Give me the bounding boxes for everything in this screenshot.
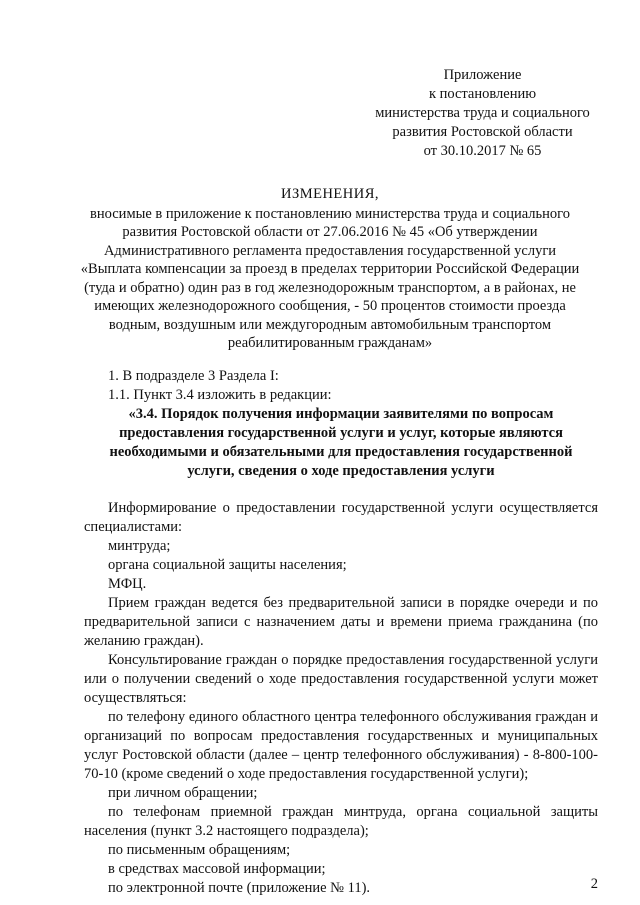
paragraph-phone-reception: по телефонам приемной граждан минтруда, органа социальной защиты населения (пункт 3.2 настоящего подраздела);: [84, 804, 598, 839]
appendix-line: от 30.10.2017 № 65: [423, 143, 542, 159]
title-line: имеющих железнодорожного сообщения, - 50 процентов стоимости проезда: [94, 298, 566, 314]
list-item: по электронной почте (приложение № 11).: [108, 880, 371, 896]
list-item: органа социальной защиты населения;: [108, 557, 347, 573]
document-heading: ИЗМЕНЕНИЯ,: [280, 186, 380, 202]
title-line: реабилитированным гражданам»: [227, 335, 433, 351]
paragraph-reception: Прием граждан ведется без предварительной записи в порядке очереди и по предварительной записи с назначением даты и времени приема гражданина (по желанию граждан).: [84, 595, 598, 649]
paragraph-informing: Информирование о предоставлении государственной услуги осуществляется специалистами:: [84, 500, 598, 535]
paragraph-consulting: Консультирование граждан о порядке предоставления государственной услуги или о получении сведений о ходе предоставления государственной услуги может осуществляться:: [84, 652, 598, 706]
list-item: минтруда;: [108, 538, 171, 554]
appendix-line: министерства труда и социального: [375, 105, 590, 121]
section-heading-line: предоставления государственной услуги и услуг, которые являются: [119, 425, 563, 441]
item-1: 1. В подразделе 3 Раздела I:: [108, 368, 279, 384]
section-heading-line: услуги, сведения о ходе предоставления услуги: [187, 463, 495, 479]
title-block: [62, 185, 598, 353]
title-line: вносимые в приложение к постановлению министерства труда и социального: [90, 205, 570, 222]
title-line: Административного регламента предоставления государственной услуги: [103, 242, 557, 259]
title-line: развития Ростовской области от 27.06.2016 № 45 «Об утверждении: [122, 224, 538, 240]
section-heading-line: необходимыми и обязательными для предоставления государственной: [109, 444, 573, 460]
item-1-1: 1.1. Пункт 3.4 изложить в редакции:: [108, 387, 332, 403]
appendix-line: Приложение: [443, 67, 522, 83]
title-line: водным, воздушным или междугородным автомобильным транспортом: [108, 316, 552, 333]
appendix-line: развития Ростовской области: [392, 124, 573, 140]
title-line: (туда и обратно) один раз в год железнодорожным транспортом, а в районах, не: [84, 279, 576, 296]
page-number: 2: [590, 876, 598, 892]
appendix-block: [355, 66, 610, 161]
section-heading: [84, 405, 598, 481]
list-item: при личном обращении;: [108, 785, 258, 801]
section-heading-line: «3.4. Порядок получения информации заявителями по вопросам: [128, 406, 554, 422]
list-item: в средствах массовой информации;: [108, 861, 326, 877]
list-item: по письменным обращениям;: [108, 842, 291, 858]
paragraph-phone-center: по телефону единого областного центра телефонного обслуживания граждан и организаций по вопросам предоставления государственных и муниципальных услуг Ростовской области (далее – центр телефонного обслуживания) - 8-800-100-70-10 (кроме сведений о ходе предоставления государственной услуги);: [84, 709, 598, 782]
title-line: «Выплата компенсации за проезд в пределах территории Российской Федерации: [80, 261, 580, 277]
list-item: МФЦ.: [108, 576, 147, 592]
body-text: [84, 367, 598, 898]
appendix-line: к постановлению: [428, 86, 537, 102]
